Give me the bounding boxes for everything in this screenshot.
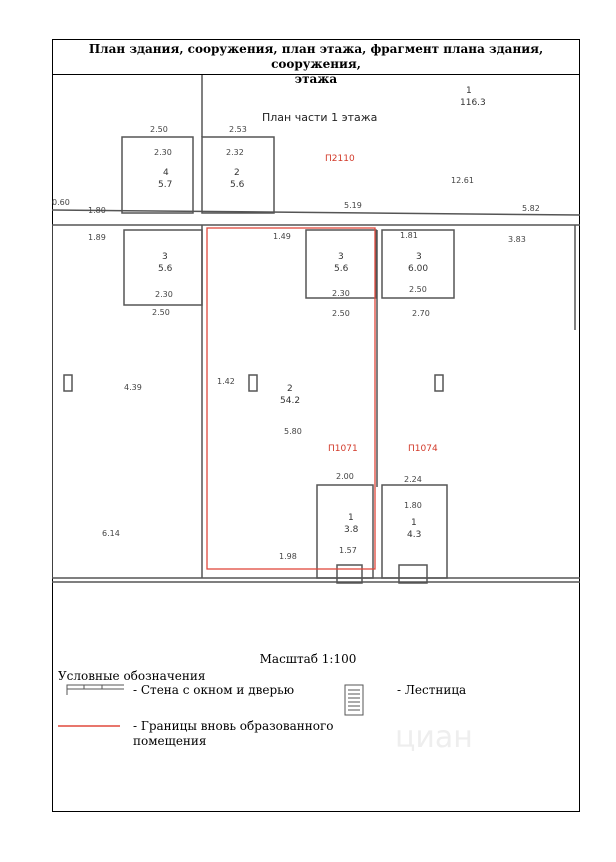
premises-label: П2110 <box>325 154 355 164</box>
dim-label: 5.19 <box>344 201 362 210</box>
plan-title: План части 1 этажа <box>262 111 378 124</box>
dim-label: 2.50 <box>150 125 168 134</box>
room-area: 3.8 <box>344 525 359 535</box>
room-number: 4 <box>163 168 169 178</box>
room-area: 54.2 <box>280 396 301 406</box>
premises-label: П1074 <box>408 444 438 454</box>
stairs-icon <box>344 684 364 716</box>
legend-boundary-label-2: помещения <box>133 734 207 748</box>
room-number: 1 <box>466 86 472 96</box>
scale-label: Масштаб 1:100 <box>259 652 357 666</box>
dim-label: 6.14 <box>102 529 120 538</box>
room-area: 5.6 <box>158 264 173 274</box>
dim-label: 1.80 <box>404 501 422 510</box>
dim-label: 3.83 <box>508 235 526 244</box>
room-area: 5.7 <box>158 180 173 190</box>
legend-title: Условные обозначения <box>58 669 206 683</box>
room-number: 2 <box>287 384 293 394</box>
dim-label: 2.30 <box>154 148 172 157</box>
dim-label: 0.60 <box>52 198 70 207</box>
dim-label: 12.61 <box>451 176 474 185</box>
legend-wall-label: - Стена с окном и дверью <box>133 683 295 697</box>
dim-label: 2.70 <box>412 309 430 318</box>
dim-label: 1.89 <box>88 233 106 242</box>
dim-label: 1.49 <box>273 232 291 241</box>
legend-boundary-label: - Границы вновь образованного <box>133 719 334 733</box>
room-area: 5.6 <box>230 180 245 190</box>
dim-label: 2.53 <box>229 125 247 134</box>
wall-symbol-icon <box>66 682 126 696</box>
room-number: 3 <box>162 252 168 262</box>
sheet-header <box>52 39 580 86</box>
room-number: 2 <box>234 168 240 178</box>
dim-label: 1.42 <box>217 377 235 386</box>
room-area: 116.3 <box>460 98 486 108</box>
room-area: 4.3 <box>407 530 422 540</box>
legend-stairs-label: - Лестница <box>397 683 467 697</box>
room-number: 3 <box>338 252 344 262</box>
room-area: 6.00 <box>408 264 429 274</box>
room-number: 1 <box>348 513 354 523</box>
dim-label: 2.32 <box>226 148 244 157</box>
room-area: 5.6 <box>334 264 349 274</box>
dim-label: 4.39 <box>124 383 142 392</box>
header-title-line1: План здания, сооружения, план этажа, фрагмент плана здания, сооружения, <box>88 42 544 71</box>
dim-label: 5.82 <box>522 204 540 213</box>
dim-label: 1.80 <box>88 206 106 215</box>
dim-label: 5.80 <box>284 427 302 436</box>
premises-label: П1071 <box>328 444 358 454</box>
dim-label: 2.50 <box>332 309 350 318</box>
dim-label: 2.30 <box>155 290 173 299</box>
room-number: 3 <box>416 252 422 262</box>
room-number: 1 <box>411 518 417 528</box>
dim-label: 2.50 <box>152 308 170 317</box>
watermark-text: циан <box>395 720 473 755</box>
dim-label: 2.00 <box>336 472 354 481</box>
dim-label: 1.98 <box>279 552 297 561</box>
dim-label: 1.81 <box>400 231 418 240</box>
dim-label: 2.30 <box>332 289 350 298</box>
boundary-line-symbol <box>58 724 120 728</box>
header-title-line2: этажа <box>294 72 338 86</box>
dim-label: 2.24 <box>404 475 422 484</box>
floor-plan <box>52 75 580 650</box>
dim-label: 2.50 <box>409 285 427 294</box>
dim-label: 1.57 <box>339 546 357 555</box>
